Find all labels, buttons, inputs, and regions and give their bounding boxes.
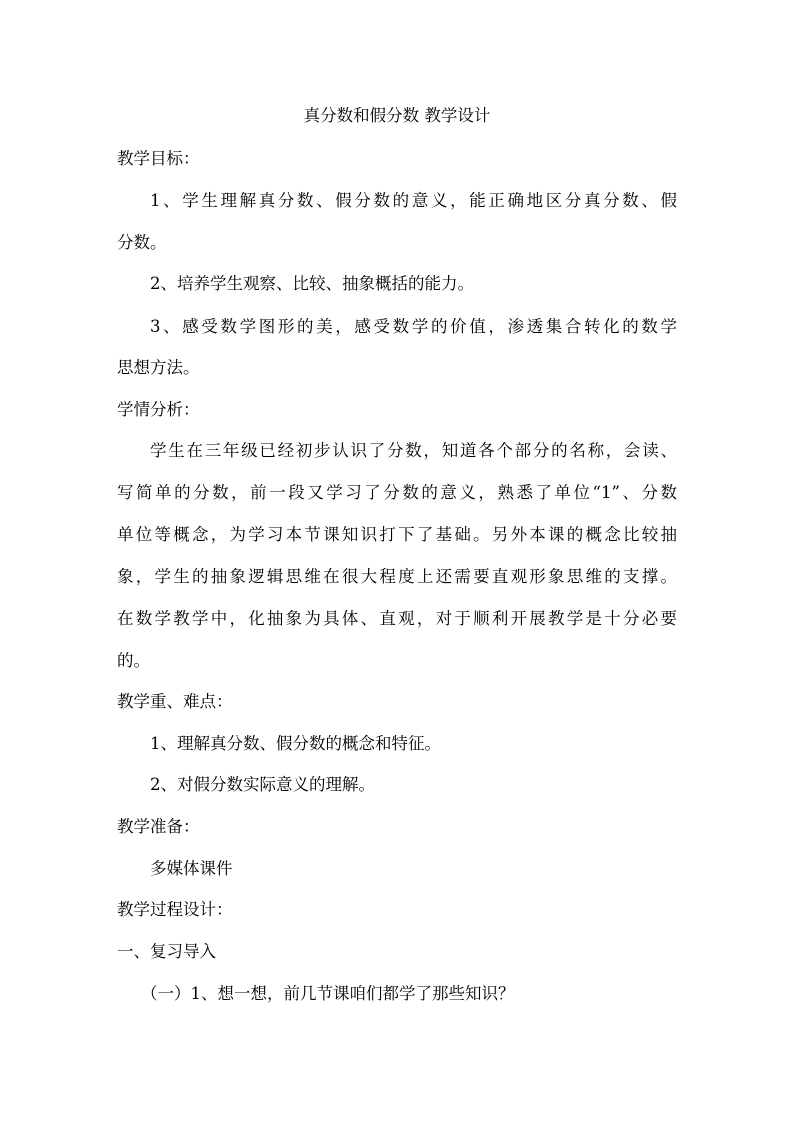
section-1-item-1: （一）1、想一想，前几节课咱们都学了那些知识？ <box>141 984 515 1003</box>
key-point-2: 2、对假分数实际意义的理解。 <box>150 775 375 794</box>
goal-1-line-1: 1、学生理解真分数、假分数的意义，能正确地区分真分数、假 <box>150 191 677 210</box>
process-heading: 教学过程设计： <box>117 900 233 919</box>
analysis-line-3: 单位等概念，为学习本节课知识打下了基础。另外本课的概念比较抽 <box>117 525 677 544</box>
key-points-heading: 教学重、难点： <box>117 692 233 711</box>
key-point-1: 1、理解真分数、假分数的概念和特征。 <box>150 734 441 753</box>
analysis-line-4: 象，学生的抽象逻辑思维在很大程度上还需要直观形象思维的支撑。 <box>117 567 677 586</box>
preparation-heading: 教学准备： <box>117 817 200 836</box>
goal-3-line-2: 思想方法。 <box>117 358 200 377</box>
goal-3-line-1: 3、感受数学图形的美，感受数学的价值，渗透集合转化的数学 <box>150 317 677 336</box>
goals-heading: 教学目标： <box>117 149 200 168</box>
analysis-line-1: 学生在三年级已经初步认识了分数，知道各个部分的名称，会读、 <box>150 441 677 460</box>
goal-2: 2、培养学生观察、比较、抽象概括的能力。 <box>150 274 474 293</box>
analysis-heading: 学情分析： <box>117 400 200 419</box>
section-1-heading: 一、复习导入 <box>117 942 216 961</box>
document-title: 真分数和假分数 教学设计 <box>303 106 491 125</box>
preparation-item: 多媒体课件 <box>150 859 233 878</box>
analysis-line-5: 在数学教学中，化抽象为具体、直观，对于顺利开展教学是十分必要 <box>117 609 677 628</box>
analysis-line-6: 的。 <box>117 651 150 670</box>
goal-1-line-2: 分数。 <box>117 233 167 252</box>
analysis-line-2: 写简单的分数，前一段又学习了分数的意义，熟悉了单位“1”、分数 <box>117 483 677 502</box>
